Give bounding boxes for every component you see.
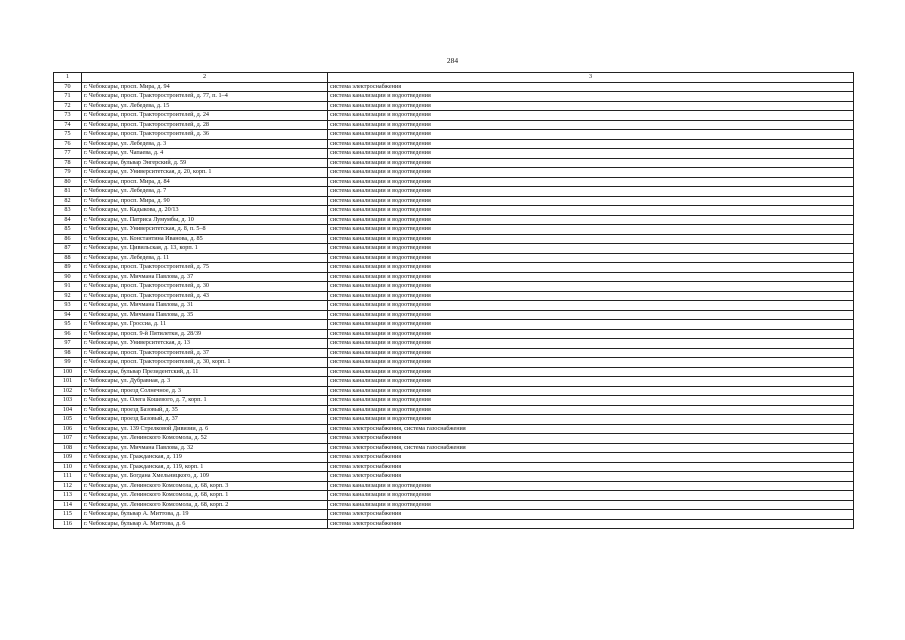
table-row [54,310,854,320]
row-number-cell: 94 [54,310,82,320]
table-row [54,272,854,282]
address-cell: г. Чебоксары, ул. Цивильская, д. 13, корп. 1 [82,244,328,254]
system-cell: система канализации и водоотведения [328,149,854,159]
row-number-cell: 107 [54,434,82,444]
row-number-cell: 83 [54,206,82,216]
table-row [54,377,854,387]
table-row [54,472,854,482]
address-cell: г. Чебоксары, проезд Солнечное, д. 3 [82,386,328,396]
address-cell: г. Чебоксары, ул. Чапаева, д. 4 [82,149,328,159]
address-cell: г. Чебоксары, ул. 139 Стрелковой Дивизии, д. 6 [82,424,328,434]
address-cell: г. Чебоксары, ул. Олега Кошевого, д. 7, корп. 1 [82,396,328,406]
table-row [54,111,854,121]
address-cell: г. Чебоксары, бульвар Президентский, д. 11 [82,367,328,377]
table-row [54,396,854,406]
address-cell: г. Чебоксары, бульвар А. Миттова, д. 6 [82,519,328,529]
row-number-cell: 72 [54,101,82,111]
address-cell: г. Чебоксары, бульвар Энгерский, д. 59 [82,158,328,168]
row-number-cell: 111 [54,472,82,482]
address-cell: г. Чебоксары, проезд Базовый, д. 35 [82,405,328,415]
table-row [54,101,854,111]
row-number-cell: 100 [54,367,82,377]
row-number-cell: 92 [54,291,82,301]
system-cell: система канализации и водоотведения [328,253,854,263]
address-cell: г. Чебоксары, просп. Мира, д. 94 [82,82,328,92]
address-cell: г. Чебоксары, ул. Константина Иванова, д. 85 [82,234,328,244]
row-number-cell: 110 [54,462,82,472]
address-systems-table [53,72,854,529]
system-cell: система канализации и водоотведения [328,415,854,425]
table-row [54,187,854,197]
system-cell: система канализации и водоотведения [328,234,854,244]
address-cell: г. Чебоксары, ул. Гражданская, д. 119, корп. 1 [82,462,328,472]
system-cell: система канализации и водоотведения [328,111,854,121]
table-row [54,291,854,301]
address-cell: г. Чебоксары, просп. Тракторостроителей, д. 75 [82,263,328,273]
system-cell: система электроснабжения [328,472,854,482]
system-cell: система канализации и водоотведения [328,187,854,197]
system-cell: система электроснабжения [328,434,854,444]
system-cell: система канализации и водоотведения [328,396,854,406]
system-cell: система канализации и водоотведения [328,320,854,330]
address-cell: г. Чебоксары, просп. Мира, д. 90 [82,196,328,206]
table-row [54,424,854,434]
table-row [54,177,854,187]
row-number-cell: 80 [54,177,82,187]
system-cell: система электроснабжения, система газоснабжения [328,443,854,453]
row-number-cell: 95 [54,320,82,330]
table-row [54,130,854,140]
address-cell: г. Чебоксары, ул. Мичмана Павлова, д. 37 [82,272,328,282]
address-cell: г. Чебоксары, ул. Мичмана Павлова, д. 35 [82,310,328,320]
table-row [54,348,854,358]
row-number-cell: 106 [54,424,82,434]
address-cell: г. Чебоксары, просп. Тракторостроителей, д. 36 [82,130,328,140]
table-row [54,168,854,178]
system-cell: система канализации и водоотведения [328,405,854,415]
table-row [54,225,854,235]
row-number-cell: 115 [54,510,82,520]
address-cell: г. Чебоксары, ул. Лебедева, д. 15 [82,101,328,111]
system-cell: система канализации и водоотведения [328,358,854,368]
row-number-cell: 81 [54,187,82,197]
address-cell: г. Чебоксары, ул. Лебедева, д. 3 [82,139,328,149]
row-number-cell: 103 [54,396,82,406]
system-cell: система канализации и водоотведения [328,101,854,111]
address-cell: г. Чебоксары, ул. Гражданская, д. 119 [82,453,328,463]
table-row [54,215,854,225]
system-cell: система канализации и водоотведения [328,263,854,273]
table-row [54,367,854,377]
system-cell: система канализации и водоотведения [328,215,854,225]
system-cell: система канализации и водоотведения [328,348,854,358]
address-cell: г. Чебоксары, ул. Дубравная, д. 3 [82,377,328,387]
system-cell: система канализации и водоотведения [328,120,854,130]
address-cell: г. Чебоксары, просп. Тракторостроителей, д. 24 [82,111,328,121]
table-row [54,196,854,206]
address-cell: г. Чебоксары, просп. Мира, д. 84 [82,177,328,187]
address-cell: г. Чебоксары, просп. Тракторостроителей, д. 77, п. 1–4 [82,92,328,102]
row-number-cell: 70 [54,82,82,92]
table-row [54,491,854,501]
address-cell: г. Чебоксары, ул. Университетская, д. 20, корп. 1 [82,168,328,178]
row-number-cell: 74 [54,120,82,130]
address-cell: г. Чебоксары, ул. Кадыкова, д. 20/13 [82,206,328,216]
row-number-cell: 71 [54,92,82,102]
address-cell: г. Чебоксары, ул. Ленинского Комсомола, д. 68, корп. 3 [82,481,328,491]
address-cell: г. Чебоксары, бульвар А. Миттова, д. 19 [82,510,328,520]
table-row [54,434,854,444]
table-row [54,253,854,263]
system-cell: система канализации и водоотведения [328,377,854,387]
address-cell: г. Чебоксары, ул. Патриса Лумумбы, д. 10 [82,215,328,225]
table-row [54,244,854,254]
row-number-cell: 104 [54,405,82,415]
row-number-cell: 82 [54,196,82,206]
table-row [54,158,854,168]
table-row [54,510,854,520]
row-number-cell: 79 [54,168,82,178]
system-cell: система канализации и водоотведения [328,177,854,187]
system-cell: система канализации и водоотведения [328,92,854,102]
address-cell: г. Чебоксары, просп. Тракторостроителей, д. 28 [82,120,328,130]
system-cell: система электроснабжения [328,510,854,520]
row-number-cell: 101 [54,377,82,387]
table-row [54,462,854,472]
table-row [54,358,854,368]
table-row [54,415,854,425]
row-number-cell: 85 [54,225,82,235]
table-row [54,443,854,453]
system-cell: система канализации и водоотведения [328,196,854,206]
system-cell: система канализации и водоотведения [328,367,854,377]
table-row [54,339,854,349]
system-cell: система канализации и водоотведения [328,158,854,168]
row-number-cell: 116 [54,519,82,529]
table-row [54,282,854,292]
row-number-cell: 93 [54,301,82,311]
row-number-cell: 105 [54,415,82,425]
table-row [54,92,854,102]
row-number-cell: 87 [54,244,82,254]
row-number-cell: 90 [54,272,82,282]
system-cell: система канализации и водоотведения [328,139,854,149]
table-row [54,481,854,491]
table-row [54,301,854,311]
system-cell: система электроснабжения, система газоснабжения [328,424,854,434]
address-cell: г. Чебоксары, ул. Мичмана Павлова, д. 31 [82,301,328,311]
address-cell: г. Чебоксары, ул. Университетская, д. 13 [82,339,328,349]
system-cell: система канализации и водоотведения [328,481,854,491]
system-cell: система канализации и водоотведения [328,130,854,140]
row-number-cell: 109 [54,453,82,463]
address-cell: г. Чебоксары, ул. Богдана Хмельницкого, д. 109 [82,472,328,482]
row-number-cell: 86 [54,234,82,244]
row-number-cell: 84 [54,215,82,225]
column-header-number: 1 [54,73,82,83]
row-number-cell: 112 [54,481,82,491]
system-cell: система канализации и водоотведения [328,272,854,282]
address-cell: г. Чебоксары, ул. Ленинского Комсомола, д. 68, корп. 2 [82,500,328,510]
table-row [54,82,854,92]
table-row [54,139,854,149]
system-cell: система канализации и водоотведения [328,168,854,178]
address-cell: г. Чебоксары, ул. Ленинского Комсомола, д. 52 [82,434,328,444]
system-cell: система канализации и водоотведения [328,491,854,501]
address-cell: г. Чебоксары, просп. Тракторостроителей, д. 30 [82,282,328,292]
address-cell: г. Чебоксары, ул. Мичмана Павлова, д. 32 [82,443,328,453]
row-number-cell: 91 [54,282,82,292]
system-cell: система канализации и водоотведения [328,301,854,311]
row-number-cell: 76 [54,139,82,149]
table-row [54,386,854,396]
row-number-cell: 77 [54,149,82,159]
table-row [54,320,854,330]
system-cell: система электроснабжения [328,453,854,463]
address-cell: г. Чебоксары, просп. Тракторостроителей, д. 37 [82,348,328,358]
address-cell: г. Чебоксары, ул. Университетская, д. 8, п. 5–8 [82,225,328,235]
table-header-row [54,73,854,83]
row-number-cell: 108 [54,443,82,453]
table-row [54,405,854,415]
address-cell: г. Чебоксары, проезд Базовый, д. 37 [82,415,328,425]
system-cell: система канализации и водоотведения [328,206,854,216]
table-row [54,206,854,216]
system-cell: система канализации и водоотведения [328,310,854,320]
table-row [54,329,854,339]
table-row [54,149,854,159]
row-number-cell: 89 [54,263,82,273]
system-cell: система канализации и водоотведения [328,329,854,339]
address-cell: г. Чебоксары, ул. Гроссиа, д. 11 [82,320,328,330]
column-header-address: 2 [82,73,328,83]
system-cell: система канализации и водоотведения [328,500,854,510]
table-row [54,263,854,273]
system-cell: система канализации и водоотведения [328,339,854,349]
row-number-cell: 99 [54,358,82,368]
system-cell: система электроснабжения [328,462,854,472]
row-number-cell: 78 [54,158,82,168]
row-number-cell: 73 [54,111,82,121]
table-row [54,234,854,244]
row-number-cell: 113 [54,491,82,501]
row-number-cell: 96 [54,329,82,339]
system-cell: система канализации и водоотведения [328,225,854,235]
table-body [54,82,854,529]
system-cell: система канализации и водоотведения [328,244,854,254]
row-number-cell: 98 [54,348,82,358]
address-cell: г. Чебоксары, просп. 9-й Пятилетки, д. 28/39 [82,329,328,339]
row-number-cell: 88 [54,253,82,263]
system-cell: система электроснабжения [328,519,854,529]
table-row [54,120,854,130]
system-cell: система электроснабжения [328,82,854,92]
system-cell: система канализации и водоотведения [328,291,854,301]
row-number-cell: 75 [54,130,82,140]
address-cell: г. Чебоксары, ул. Ленинского Комсомола, д. 68, корп. 1 [82,491,328,501]
row-number-cell: 97 [54,339,82,349]
address-cell: г. Чебоксары, ул. Лебедева, д. 11 [82,253,328,263]
table-row [54,453,854,463]
address-cell: г. Чебоксары, просп. Тракторостроителей, д. 30, корп. 1 [82,358,328,368]
page-number: 284 [446,56,459,65]
address-cell: г. Чебоксары, просп. Тракторостроителей, д. 43 [82,291,328,301]
table-row [54,519,854,529]
system-cell: система канализации и водоотведения [328,282,854,292]
row-number-cell: 114 [54,500,82,510]
address-cell: г. Чебоксары, ул. Лебедева, д. 7 [82,187,328,197]
column-header-system: 3 [328,73,854,83]
system-cell: система канализации и водоотведения [328,386,854,396]
table-row [54,500,854,510]
row-number-cell: 102 [54,386,82,396]
